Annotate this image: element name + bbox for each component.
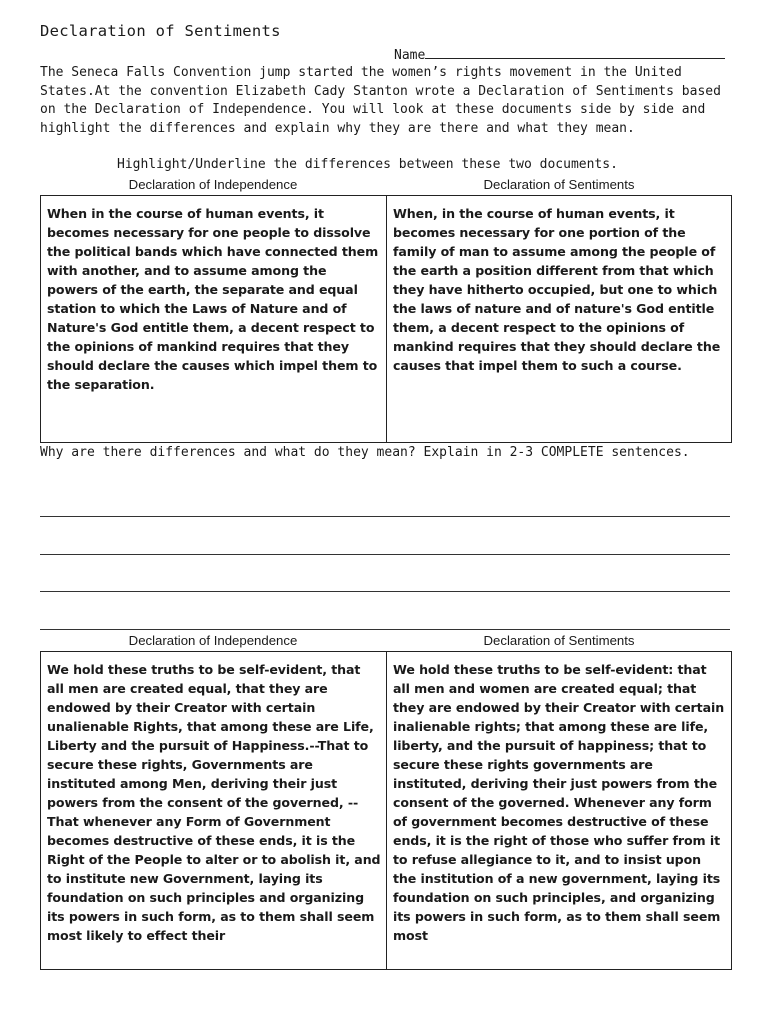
instruction-text: Highlight/Underline the differences between these two documents. — [117, 157, 618, 172]
question-prompt: Why are there differences and what do they mean? Explain in 2-3 COMPLETE sentences. — [40, 445, 690, 460]
name-field[interactable] — [394, 46, 725, 63]
section2-right-header: Declaration of Sentiments — [483, 633, 635, 648]
section2-right-text: We hold these truths to be self-evident: that all men and women are created equal; that they are endowed by their Creator with certain inalienable rights; that among these are life, liberty, and the pursuit of happiness; that to secure these rights governments are instituted, deriving their just powers from the consent of the governed. Whenever any form of government becomes destructive of these ends, it is the right of those who suffer from it to refuse allegiance to it, and to insist upon the institution of a new government, laying its foundation on such principles, and organizing its powers in such form, as to them shall seem most — [386, 652, 731, 969]
section1-left-text: When in the course of human events, it becomes necessary for one people to dissolve the political bands which have connected them with another, and to assume among the powers of the earth, the separate and equal station to which the Laws of Nature and of Nature's God entitle them, a decent respect to the opinions of mankind requires that they should declare the causes which impel them to the separation. — [47, 206, 379, 392]
comparison-table-1 — [40, 195, 732, 443]
section2-left-text: We hold these truths to be self-evident, that all men are created equal, that they are endowed by their Creator with certain unalienable Rights, that among these are Life, Liberty and the pursuit of Happiness.--That to secure these rights, Governments are instituted among Men, deriving their just powers from the consent of the governed, --That whenever any Form of Government becomes destructive of these ends, it is the Right of the People to alter or to abolish it, and to institute new Government, laying its foundation on such principles and organizing its powers in such form, as to them shall seem most likely to effect their — [47, 662, 381, 943]
comparison-table-2 — [40, 651, 732, 970]
answer-line[interactable] — [40, 629, 730, 630]
intro-paragraph: The Seneca Falls Convention jump started the women’s rights movement in the United States.At the convention Elizabeth Cady Stanton wrote a Declaration of Sentiments based on the Declaration of Independence. You will look at these documents side by side and highlight the differences and explain why they are there and what they mean. — [40, 65, 721, 136]
name-blank-line[interactable] — [425, 46, 725, 59]
name-label: Name — [394, 48, 426, 63]
section1-left-header: Declaration of Independence — [128, 177, 298, 192]
section1-right-text: When, in the course of human events, it becomes necessary for one portion of the family of man to assume among the people of the earth a position different from that which they have hitherto occupied, but one to which the laws of nature and of nature's God entitle them, a decent respect to the opinions of mankind requires that they should declare the causes that impel them to such a course. — [386, 196, 731, 442]
section1-right-header: Declaration of Sentiments — [483, 177, 635, 192]
answer-line[interactable] — [40, 554, 730, 555]
answer-line[interactable] — [40, 591, 730, 592]
answer-line[interactable] — [40, 516, 730, 517]
section2-left-header: Declaration of Independence — [128, 633, 298, 648]
document-title: Declaration of Sentiments — [40, 22, 281, 40]
